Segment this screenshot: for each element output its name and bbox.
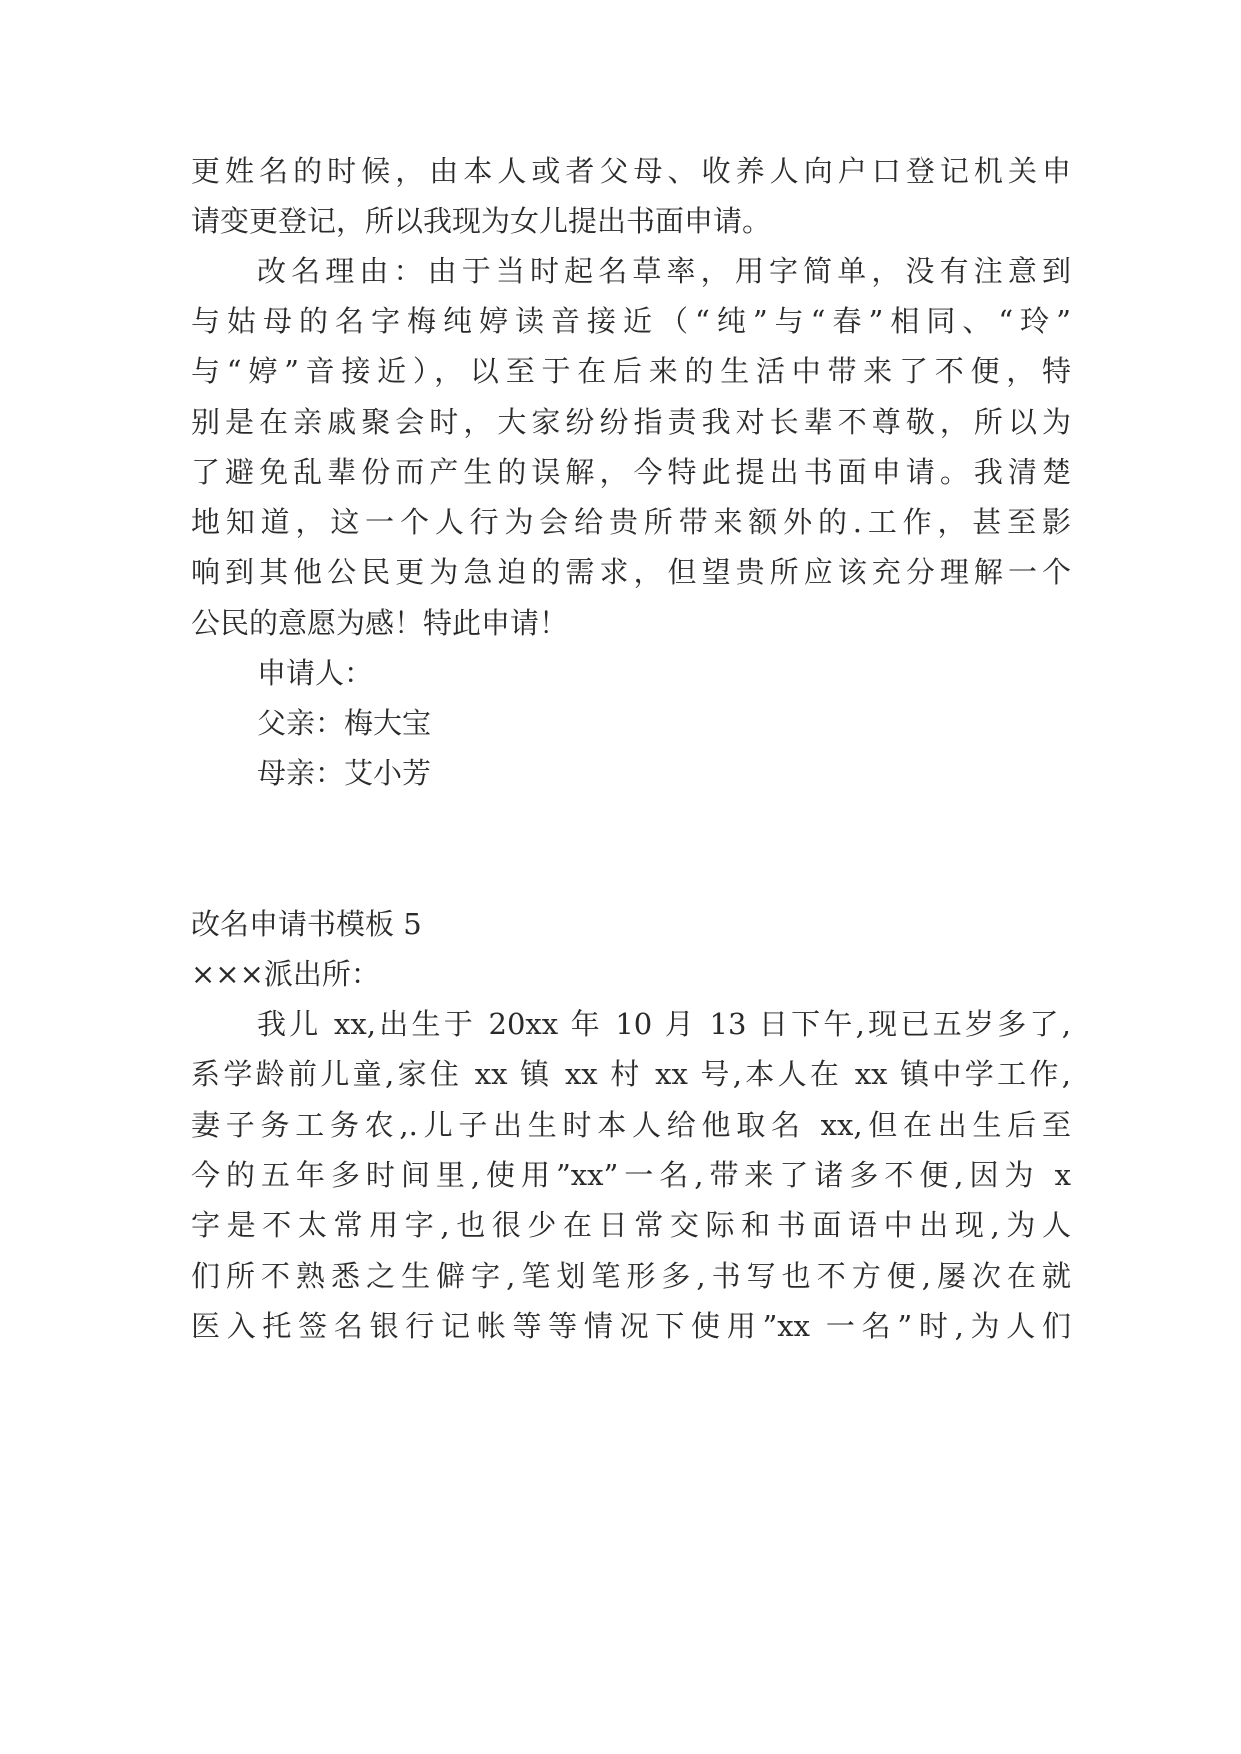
paragraph-line: 字是不太常用字,也很少在日常交际和书面语中出现,为人 — [191, 1208, 1071, 1242]
paragraph-line: 公民的意愿为感！特此申请！ — [191, 606, 569, 640]
paragraph-line: 与姑母的名字梅纯婷读音接近（“纯”与“春”相同、“玲” — [191, 304, 1071, 338]
paragraph-line: 别是在亲戚聚会时，大家纷纷指责我对长辈不尊敬，所以为 — [191, 405, 1071, 439]
paragraph-line: 医入托签名银行记帐等等情况下使用”xx 一名”时,为人们 — [191, 1309, 1071, 1343]
paragraph-line: 今的五年多时间里,使用”xx”一名,带来了诸多不便,因为 x — [191, 1158, 1071, 1192]
section-title: 改名申请书模板 5 — [191, 907, 422, 941]
paragraph-line: 更姓名的时候，由本人或者父母、收养人向户口登记机关申 — [191, 154, 1071, 188]
paragraph-line: 请变更登记，所以我现为女儿提出书面申请。 — [191, 204, 772, 238]
paragraph-line: 们所不熟悉之生僻字,笔划笔形多,书写也不方便,屡次在就 — [191, 1259, 1071, 1293]
paragraph-line: 改名理由：由于当时起名草率，用字简单，没有注意到 — [257, 254, 1071, 288]
paragraph-line: 地知道，这一个人行为会给贵所带来额外的.工作，甚至影 — [191, 505, 1071, 539]
paragraph-line: 我儿 xx,出生于 20xx 年 10 月 13 日下午,现已五岁多了, — [257, 1007, 1071, 1041]
applicant-label: 申请人： — [257, 656, 374, 690]
paragraph-line: 了避免乱辈份而产生的误解，今特此提出书面申请。我清楚 — [191, 455, 1071, 489]
applicant-mother: 母亲：艾小芳 — [257, 756, 432, 790]
paragraph-line: 系学龄前儿童,家住 xx 镇 xx 村 xx 号,本人在 xx 镇中学工作, — [191, 1057, 1071, 1091]
paragraph-line: 响到其他公民更为急迫的需求，但望贵所应该充分理解一个 — [191, 555, 1071, 589]
addressee: ×××派出所： — [191, 957, 380, 991]
paragraph-line: 妻子务工务农,.儿子出生时本人给他取名 xx,但在出生后至 — [191, 1108, 1071, 1142]
applicant-father: 父亲：梅大宝 — [257, 706, 432, 740]
paragraph-line: 与“婷”音接近），以至于在后来的生活中带来了不便，特 — [191, 354, 1071, 388]
